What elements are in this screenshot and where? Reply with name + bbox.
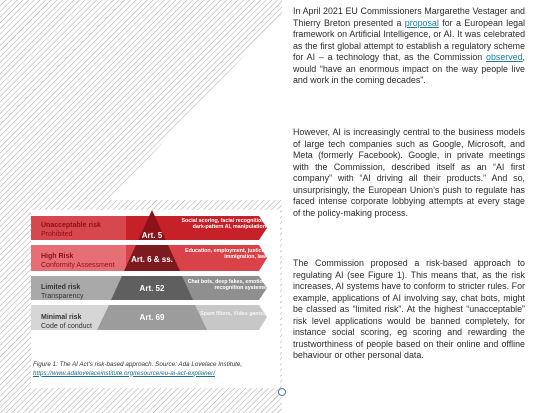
examples-unacceptable: Social scoring, facial recognition, dark-pattern AI, manipulation	[181, 218, 266, 231]
band-title: Minimal risk	[41, 314, 82, 321]
article-paragraph-1	[293, 6, 525, 87]
band-label-high	[41, 252, 115, 270]
article-label-high: Art. 6 & ss.	[131, 255, 173, 264]
band-subtitle: Prohibited	[41, 231, 73, 238]
proposal-link[interactable]: proposal	[404, 17, 439, 28]
article-label-limited: Art. 52	[139, 284, 165, 293]
examples-minimal: Spam filters, Video games	[200, 311, 266, 317]
band-label-limited	[41, 283, 84, 301]
paragraph-text: , would “have an enormous impact on the way people live and work in the coming decades”.	[293, 52, 525, 85]
observed-link[interactable]: observed	[486, 52, 523, 62]
band-title: Limited risk	[41, 284, 81, 291]
paragraph-text: for a European legal framework on Artificial Intelligence, or AI. It was celebrated as the first global attempt to establish a regulatory scheme for AI – a technology that, as the Commission	[293, 17, 525, 62]
caption-text: Figure 1: The AI Act's risk-based approach. Source: Ada Lovelace Institute,	[33, 361, 243, 368]
paragraph-text: In April 2021 EU Commissioners Margarethe Vestager and Thierry Breton presented a	[293, 6, 525, 28]
caption-source-link[interactable]: https://www.adalovelaceinstitute.org/resource/eu-ai-act-explainer/	[33, 369, 216, 377]
connector-dot-icon	[278, 388, 286, 396]
article-label-unacceptable: Art. 5	[141, 231, 163, 240]
band-subtitle: Code of conduct	[41, 323, 92, 330]
examples-limited: Chat bots, deep fakes, emotion recognition systems	[187, 279, 266, 292]
figure-caption	[33, 361, 278, 378]
risk-pyramid-figure	[31, 210, 280, 388]
band-label-minimal	[41, 313, 92, 331]
band-title: Unacceptable risk	[41, 222, 101, 229]
band-subtitle: Conformity Assessment	[41, 262, 115, 269]
band-label-unacceptable	[41, 221, 101, 239]
article-label-minimal: Art. 69	[139, 313, 165, 322]
examples-high: Education, employment, justice, immigration, law	[185, 248, 266, 261]
article-paragraph-2: However, AI is increasingly central to the business models of large tech companies such as Google, Microsoft, and Meta (formerly Facebook). Google, in private meetings with the Commission, described itself as an “AI first company” with “AI driving all their products.” And so, unsurprisingly, the European Union’s push to regulate has faced intense corporate lobbying attempts at every stage of the policy-making process.	[293, 127, 525, 218]
band-subtitle: Transparency	[41, 293, 84, 300]
band-title: High Risk	[41, 253, 74, 260]
article-paragraph-3: The Commission proposed a risk-based approach to regulating AI (see Figure 1). This means that, as the risk increases, AI systems have to conform to stricter rules. For example, applications of AI involving say, chat bots, might be classed as “limited risk”. At the highest “unacceptable” risk level applications would be banned completely, for instance social scoring, eg scoring and rewarding the trustworthiness of people based on their online and offline behaviour or other personal data.	[293, 258, 525, 360]
